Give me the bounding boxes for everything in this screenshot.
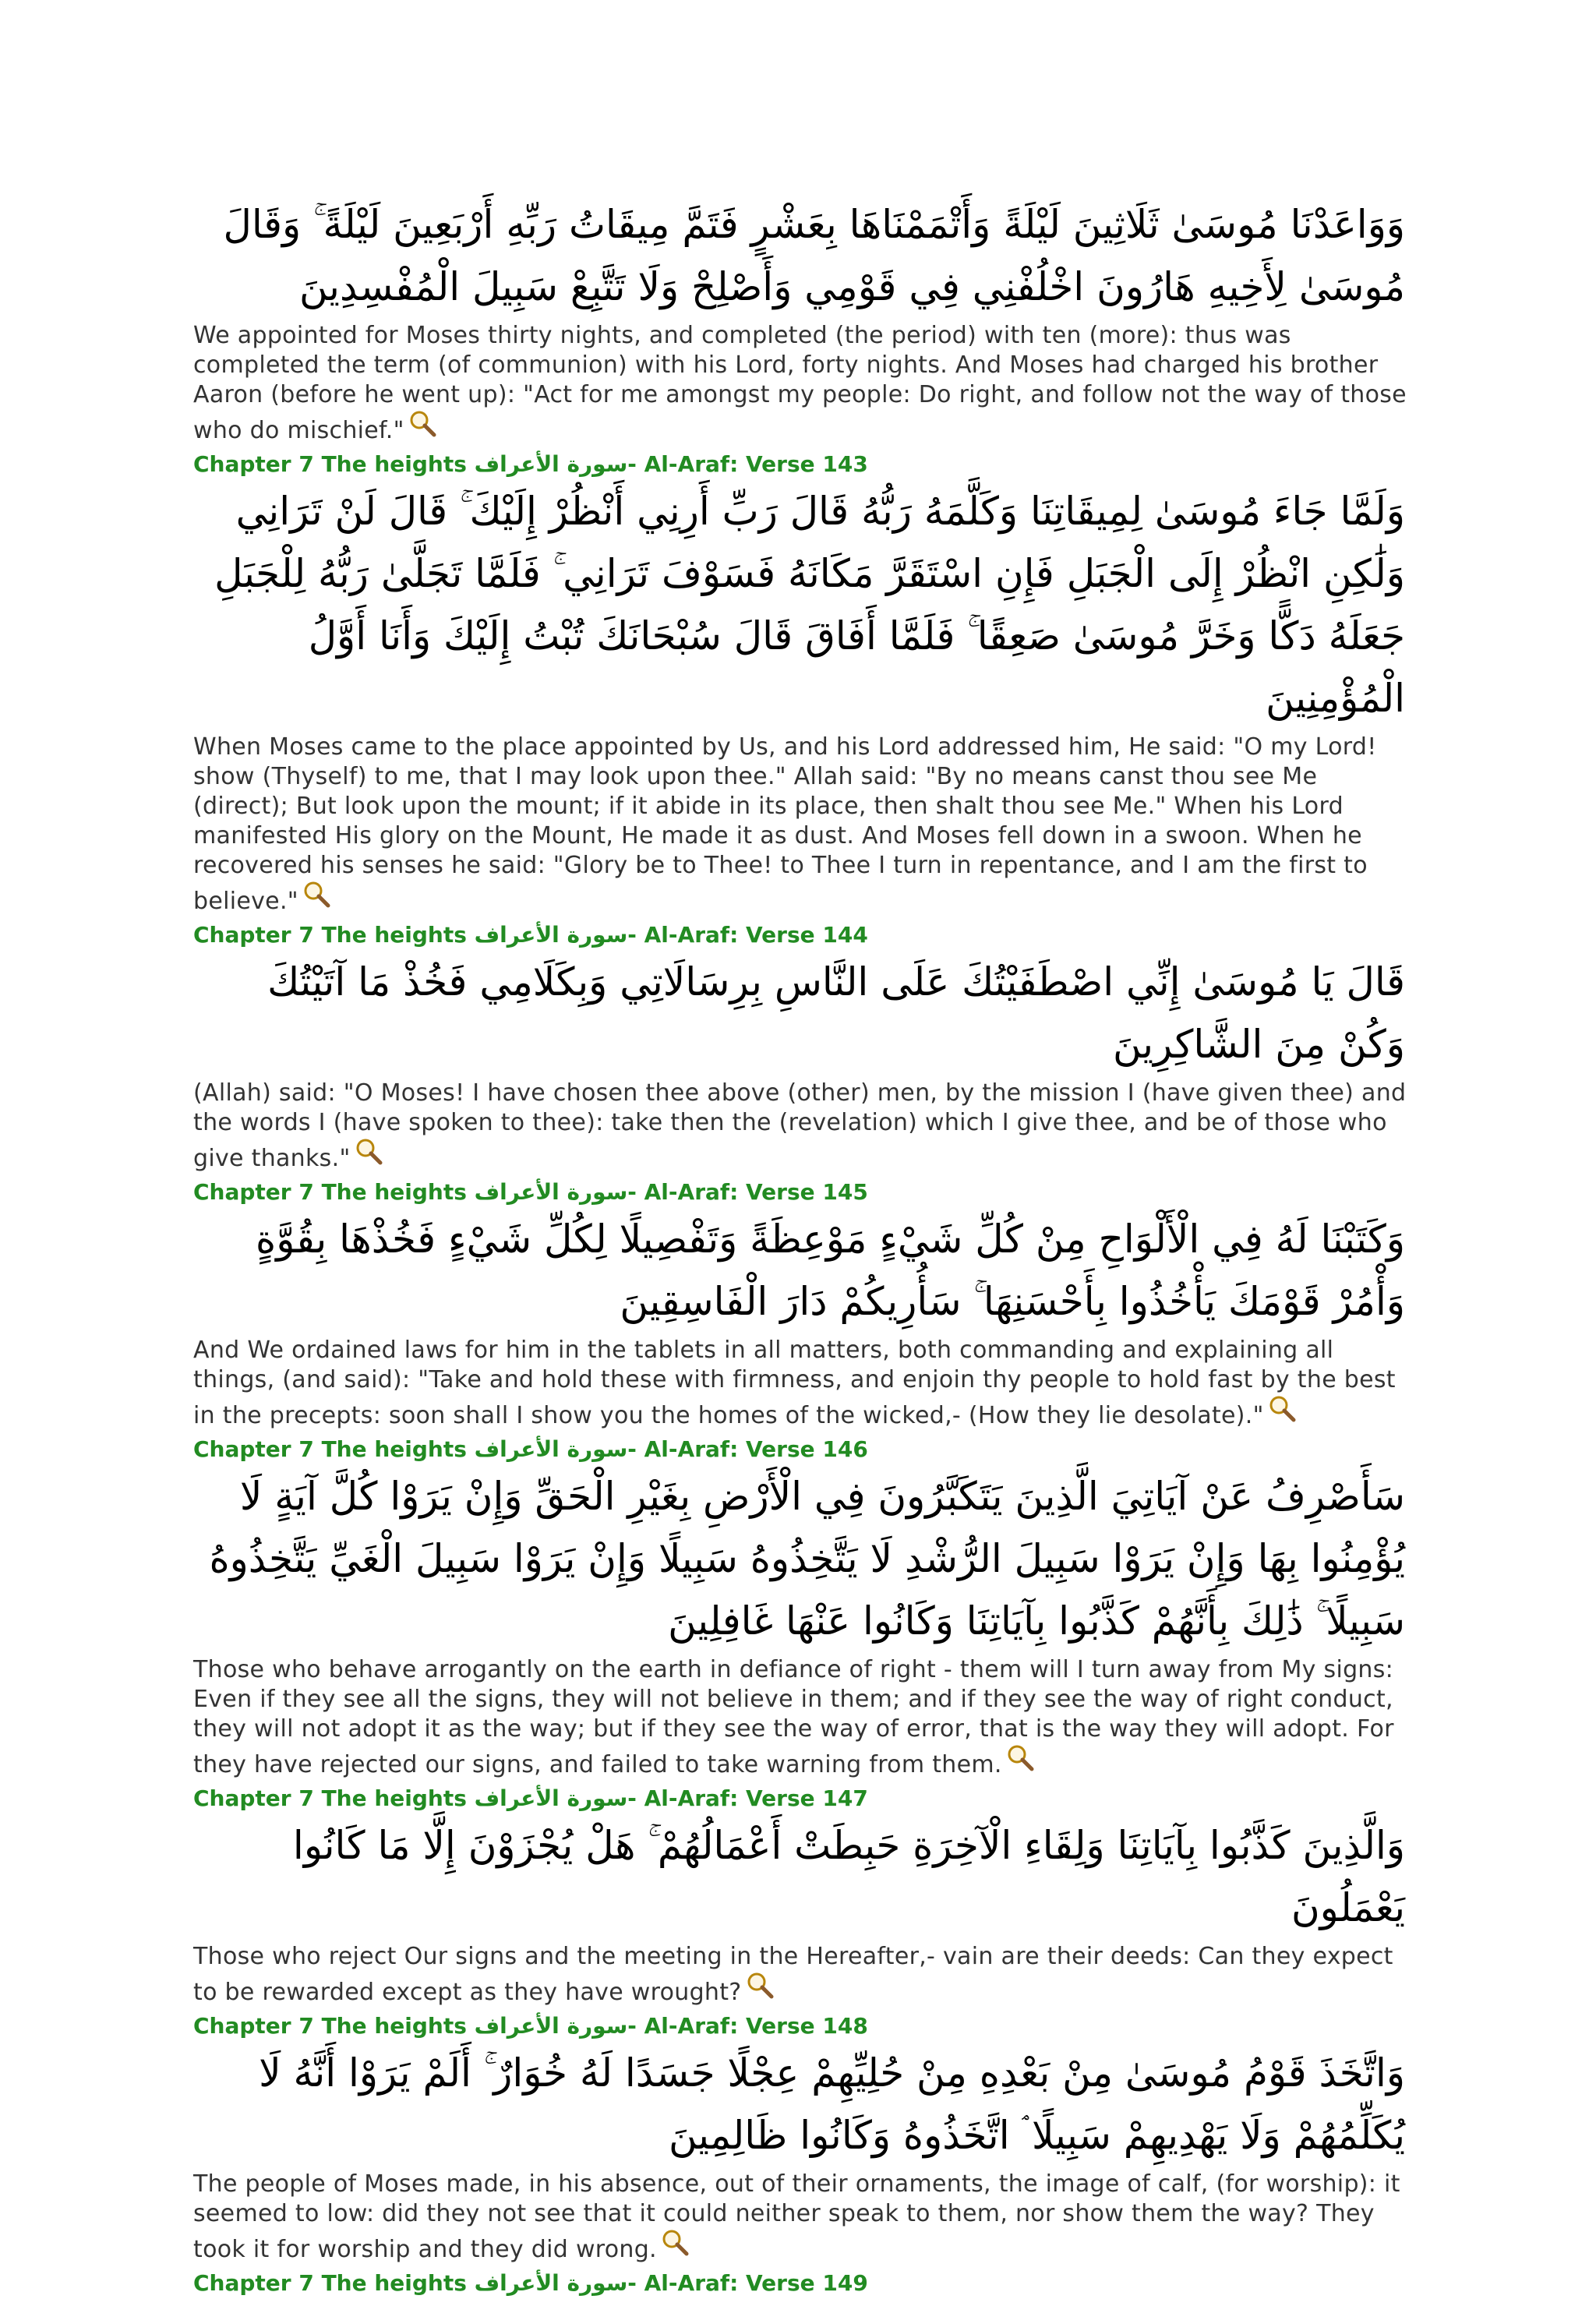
verse-block [193, 1814, 1413, 2042]
magnifier-icon[interactable] [354, 1138, 383, 1166]
heading-chapter: Chapter 7 The heights [193, 922, 467, 948]
verse-heading[interactable] [193, 920, 1413, 951]
verse-block [193, 951, 1413, 1208]
heading-verse-ref: - Al-Araf: Verse 148 [627, 2013, 868, 2039]
heading-surah-arabic: سورة الأعراف [474, 2270, 628, 2296]
translation-text: When Moses came to the place appointed by Us, and his Lord addressed him, He said: "O my Lord! show (Thyself) to me, that I may look upon thee." Allah said: "By no means canst thou see Me (direct); But look upon the mount; if it abide in its place, then shalt thou see Me." When his Lord manifested His glory on the Mount, He made it as dust. And Moses fell down in a swoon. When he recovered his senses he said: "Glory be to Thee! to Thee I turn in repentance, and I am the first to believe." [193, 733, 1377, 915]
english-translation [193, 1079, 1413, 1174]
verse-heading[interactable] [193, 1783, 1413, 1814]
translation-text: We appointed for Moses thirty nights, and completed (the period) with ten (more): thus was completed the term (of communion) with his Lord, forty nights. And Moses had charged his brother Aaron (before he went up): "Act for me amongst my people: Do right, and follow not the way of those who do mischief." [193, 322, 1407, 444]
arabic-verse: وَالَّذِينَ كَذَّبُوا بِآيَاتِنَا وَلِقَاءِ الْآخِرَةِ حَبِطَتْ أَعْمَالُهُمْ ۚ هَلْ يُجْزَوْنَ إِلَّا مَا كَانُوا يَعْمَلُونَ [292, 1823, 1405, 1930]
arabic-verse: وَوَاعَدْنَا مُوسَىٰ ثَلَاثِينَ لَيْلَةً وَأَتْمَمْنَاهَا بِعَشْرٍ فَتَمَّ مِيقَاتُ رَبِّهِ أَرْبَعِينَ لَيْلَةً ۚ وَقَالَ مُوسَىٰ لِأَخِيهِ هَارُونَ اخْلُفْنِي فِي قَوْمِي وَأَصْلِحْ وَلَا تَتَّبِعْ سَبِيلَ الْمُفْسِدِينَ [223, 202, 1405, 309]
magnifier-icon[interactable] [1267, 1395, 1297, 1423]
heading-chapter: Chapter 7 The heights [193, 2270, 467, 2296]
verse-block [193, 193, 1413, 480]
translation-text: Those who reject Our signs and the meeting in the Hereafter,- vain are their deeds: Can they expect to be rewarded except as they have wrought? [193, 1943, 1393, 2006]
verse-block [193, 2042, 1413, 2299]
english-translation [193, 1336, 1413, 1431]
magnifier-icon[interactable] [408, 410, 437, 438]
magnifier-icon[interactable] [660, 2229, 690, 2257]
heading-surah-arabic: سورة الأعراف [474, 451, 628, 477]
english-translation [193, 1942, 1413, 2008]
heading-surah-arabic: سورة الأعراف [474, 2013, 628, 2039]
heading-verse-ref: - Al-Araf: Verse 149 [627, 2270, 868, 2296]
heading-chapter: Chapter 7 The heights [193, 1436, 467, 1462]
arabic-verse: وَاتَّخَذَ قَوْمُ مُوسَىٰ مِنْ بَعْدِهِ مِنْ حُلِيِّهِمْ عِجْلًا جَسَدًا لَهُ خُوَارٌ ۚ أَلَمْ يَرَوْا أَنَّهُ لَا يُكَلِّمُهُمْ وَلَا يَهْدِيهِمْ سَبِيلًا ۘ اتَّخَذُوهُ وَكَانُوا ظَالِمِينَ [259, 2050, 1405, 2158]
heading-chapter: Chapter 7 The heights [193, 1179, 467, 1205]
verse-heading[interactable] [193, 1434, 1413, 1465]
heading-surah-arabic: سورة الأعراف [474, 1179, 628, 1205]
translation-text: Those who behave arrogantly on the earth in defiance of right - them will I turn away from My signs: Even if they see all the signs, they will not believe in them; and if they see the way of right conduct, they will not adopt it as the way; but if they see the way of error, that is the way they will adopt. For they have rejected our signs, and failed to take warning from them. [193, 1656, 1394, 1778]
magnifier-icon[interactable] [745, 1972, 775, 2000]
page-content [193, 193, 1413, 2299]
verse-heading[interactable] [193, 2268, 1413, 2299]
verse-heading[interactable] [193, 2011, 1413, 2042]
translation-text: And We ordained laws for him in the tablets in all matters, both commanding and explaining all things, (and said): "Take and hold these with firmness, and enjoin thy people to hold fast by the best in the precepts: soon shall I show you the homes of the wicked,- (How they lie desolate)." [193, 1337, 1396, 1429]
english-translation [193, 2170, 1413, 2265]
heading-chapter: Chapter 7 The heights [193, 2013, 467, 2039]
magnifier-icon[interactable] [1005, 1744, 1035, 1772]
magnifier-icon[interactable] [302, 881, 331, 909]
verse-block [193, 480, 1413, 951]
heading-surah-arabic: سورة الأعراف [474, 922, 628, 948]
heading-chapter: Chapter 7 The heights [193, 451, 467, 477]
arabic-verse: وَكَتَبْنَا لَهُ فِي الْأَلْوَاحِ مِنْ كُلِّ شَيْءٍ مَوْعِظَةً وَتَفْصِيلًا لِكُلِّ شَيْءٍ فَخُذْهَا بِقُوَّةٍ وَأْمُرْ قَوْمَكَ يَأْخُذُوا بِأَحْسَنِهَا ۚ سَأُرِيكُمْ دَارَ الْفَاسِقِينَ [256, 1217, 1405, 1324]
arabic-verse: سَأَصْرِفُ عَنْ آيَاتِيَ الَّذِينَ يَتَكَبَّرُونَ فِي الْأَرْضِ بِغَيْرِ الْحَقِّ وَإِنْ يَرَوْا كُلَّ آيَةٍ لَا يُؤْمِنُوا بِهَا وَإِنْ يَرَوْا سَبِيلَ الرُّشْدِ لَا يَتَّخِذُوهُ سَبِيلًا وَإِنْ يَرَوْا سَبِيلَ الْغَيِّ يَتَّخِذُوهُ سَبِيلًا ۚ ذَٰلِكَ بِأَنَّهُمْ كَذَّبُوا بِآيَاتِنَا وَكَانُوا عَنْهَا غَافِلِينَ [209, 1474, 1405, 1644]
verse-block [193, 1465, 1413, 1814]
heading-verse-ref: - Al-Araf: Verse 145 [627, 1179, 868, 1205]
translation-text: The people of Moses made, in his absence, out of their ornaments, the image of calf, (for worship): it seemed to low: did they not see that it could neither speak to them, nor show them the way? They took it for worship and they did wrong. [193, 2170, 1400, 2263]
heading-chapter: Chapter 7 The heights [193, 1785, 467, 1811]
verse-block [193, 1208, 1413, 1465]
heading-surah-arabic: سورة الأعراف [474, 1436, 628, 1462]
arabic-verse: وَلَمَّا جَاءَ مُوسَىٰ لِمِيقَاتِنَا وَكَلَّمَهُ رَبُّهُ قَالَ رَبِّ أَرِنِي أَنْظُرْ إِلَيْكَ ۚ قَالَ لَنْ تَرَانِي وَلَٰكِنِ انْظُرْ إِلَى الْجَبَلِ فَإِنِ اسْتَقَرَّ مَكَانَهُ فَسَوْفَ تَرَانِي ۚ فَلَمَّا تَجَلَّىٰ رَبُّهُ لِلْجَبَلِ جَعَلَهُ دَكًّا وَخَرَّ مُوسَىٰ صَعِقًا ۚ فَلَمَّا أَفَاقَ قَالَ سُبْحَانَكَ تُبْتُ إِلَيْكَ وَأَنَا أَوَّلُ الْمُؤْمِنِينَ [214, 489, 1405, 721]
heading-surah-arabic: سورة الأعراف [474, 1785, 628, 1811]
english-translation [193, 733, 1413, 916]
heading-verse-ref: - Al-Araf: Verse 143 [627, 451, 868, 477]
heading-verse-ref: - Al-Araf: Verse 147 [627, 1785, 868, 1811]
arabic-verse: قَالَ يَا مُوسَىٰ إِنِّي اصْطَفَيْتُكَ عَلَى النَّاسِ بِرِسَالَاتِي وَبِكَلَامِي فَخُذْ مَا آتَيْتُكَ وَكُنْ مِنَ الشَّاكِرِينَ [267, 959, 1405, 1067]
heading-verse-ref: - Al-Araf: Verse 146 [627, 1436, 868, 1462]
verse-heading[interactable] [193, 449, 1413, 480]
english-translation [193, 1655, 1413, 1780]
heading-verse-ref: - Al-Araf: Verse 144 [627, 922, 868, 948]
verse-heading[interactable] [193, 1177, 1413, 1208]
english-translation [193, 321, 1413, 446]
translation-text: (Allah) said: "O Moses! I have chosen thee above (other) men, by the mission I (have given thee) and the words I (have spoken to thee): take then the (revelation) which I give thee, and be of those who give thanks." [193, 1079, 1407, 1172]
